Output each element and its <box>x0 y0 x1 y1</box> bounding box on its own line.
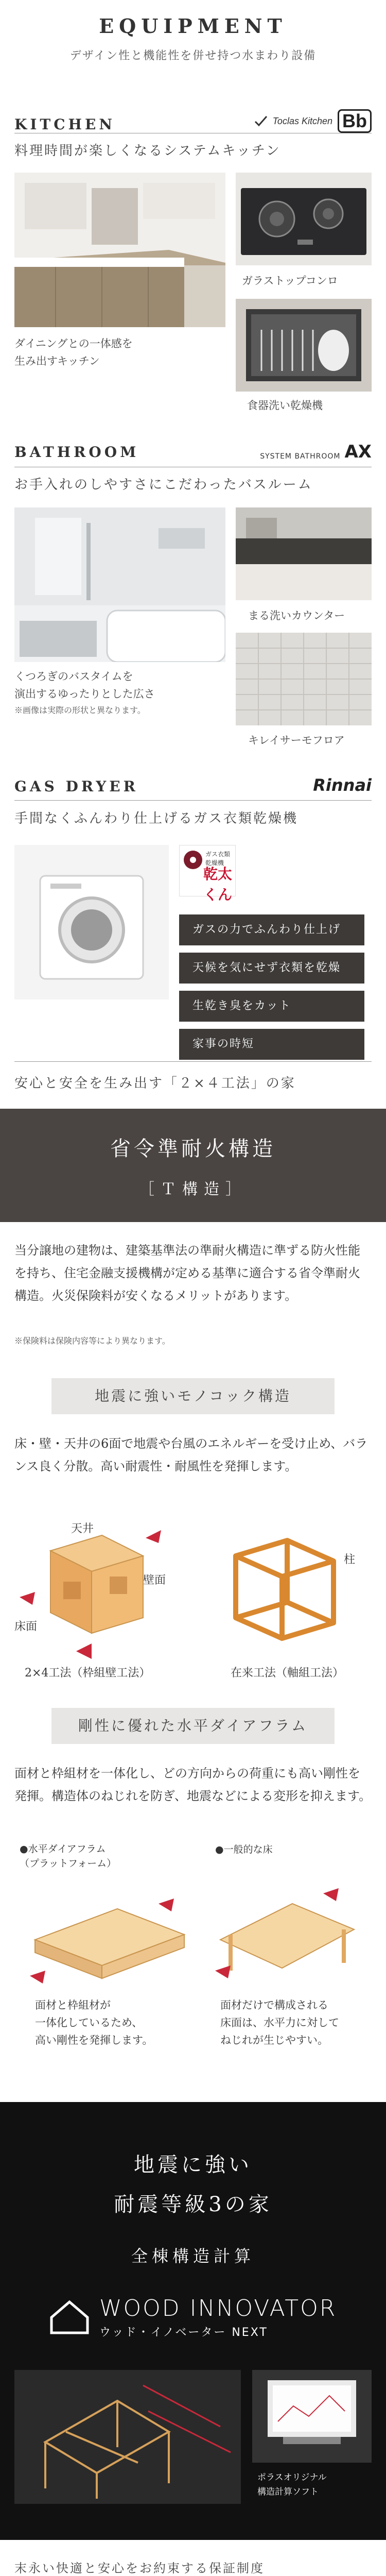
fireproof-title: 省令準耐火構造 <box>110 1137 276 1161</box>
feature-item: 生乾き臭をカット <box>179 991 364 1022</box>
monocoque-caption-right: 在来工法（軸組工法） <box>231 1667 344 1680</box>
diaphragm-caption-right: 面材だけで構成される 床面は、水平力に対して ねじれが生じやすい。 <box>220 1999 339 2046</box>
page-title: EQUIPMENT <box>99 14 287 38</box>
calc-title: 全棟構造計算 <box>131 2246 255 2266</box>
software-caption: ポラスオリジナル 構造計算ソフト <box>257 2472 327 2497</box>
label-ceiling: 天井 <box>71 1522 94 1535</box>
diaphragm-diagram <box>14 1842 372 2063</box>
fireproof-note: ※保険料は保険内容等により異なります。 <box>14 1336 170 1346</box>
diaphragm-caption-left: 面材と枠組材が 一体化しているため、 高い剛性を発揮します。 <box>35 1999 153 2046</box>
quake-section <box>0 2102 386 2540</box>
stove-caption: ガラストップコンロ <box>242 275 338 287</box>
kitchen-label: KITCHEN <box>14 116 115 133</box>
kanta-badge: ガス衣類乾燥機 乾太くん <box>179 845 236 896</box>
monocoque-body: 床・壁・天井の6面で地震や台風のエネルギーを受け止め、バランス良く分散。高い耐震性・耐風性を発揮します。 <box>14 1436 368 1473</box>
dishwasher-photo <box>236 299 372 392</box>
house-logo-icon <box>49 2299 90 2335</box>
kitchen-lead: 料理時間が楽しくなるシステムキッチン <box>14 143 281 159</box>
bathroom-lead: お手入れのしやすさにこだわったバスルーム <box>14 477 313 493</box>
kitchen-main-photo <box>14 173 225 327</box>
fireproof-subtitle: ［Ｔ構造］ <box>139 1180 247 1198</box>
bathroom-label: BATHROOM <box>14 444 139 461</box>
sharp-mark-icon <box>183 850 203 870</box>
label-wall: 壁面 <box>143 1574 166 1587</box>
dishwasher-caption: 食器洗い乾燥機 <box>247 399 323 412</box>
feature-item: 天候を気にせず衣類を乾燥 <box>179 953 364 984</box>
feature-item: ガスの力でふんわり仕上げ <box>179 914 364 945</box>
label-pillar: 柱 <box>344 1553 356 1566</box>
diaphragm-body: 面材と枠組材を一体化し、どの方向からの荷重にも高い剛性を発揮。構造体のねじれを防ぎ、地震などによる変形を抑えます。 <box>14 1766 372 1803</box>
quake-line1: 地震に強い <box>134 2153 252 2177</box>
fireproof-body: 当分譲地の建物は、建築基準法の準耐火構造に準ずる防火性能を持ち、住宅金融支援機構が定める基準に適合する省令準耐火構造。火災保険料が安くなるメリットがあります。 <box>14 1243 360 1303</box>
feature-item: 家事の時短 <box>179 1029 364 1060</box>
frame-photo <box>14 2370 241 2504</box>
gas-dryer-lead: 手間なくふんわり仕上げるガス衣類乾燥機 <box>14 811 299 826</box>
glass-top-stove-photo <box>236 173 372 265</box>
gas-dryer-photo <box>14 845 169 999</box>
diaphragm-label-right: ●一般的な床 <box>215 1844 273 1855</box>
warranty-intro: 末永い快適と安心をお約束する保証制度 <box>14 2561 265 2575</box>
bathroom-note: ※画像は実際の形状と異なります。 <box>14 705 146 715</box>
software-photo <box>252 2370 372 2463</box>
counter-photo <box>236 507 372 600</box>
quake-line2: 耐震等級3の家 <box>114 2193 272 2216</box>
bathroom-main-caption: くつろぎのバスタイムを 演出するゆったりとした広さ <box>14 670 155 700</box>
floor-photo <box>236 633 372 725</box>
monocoque-diagram <box>14 1510 372 1685</box>
kitchen-main-caption: ダイニングとの一体感を 生み出すキッチン <box>14 337 133 367</box>
counter-caption: まる洗いカウンター <box>248 609 345 622</box>
kitchen-header <box>14 109 372 133</box>
label-floor: 床面 <box>14 1620 38 1633</box>
structure-rule-top <box>14 1061 372 1062</box>
floor-caption: キレイサーモフロア <box>248 734 345 747</box>
gas-dryer-header <box>14 775 372 795</box>
check-icon <box>254 115 268 127</box>
page-subtitle: デザイン性と機能性を併せ持つ水まわり設備 <box>69 49 317 62</box>
toclas-logo: Toclas Kitchen Bb <box>254 109 372 133</box>
bathroom-header <box>14 443 372 461</box>
bathroom-main-photo <box>14 507 225 662</box>
gas-dryer-label: GAS DRYER <box>14 778 138 795</box>
fireproof-band <box>0 1109 386 1222</box>
gas-dryer-features <box>179 914 364 1067</box>
diaphragm-heading: 剛性に優れた水平ダイアフラム <box>51 1708 335 1744</box>
diaphragm-label-left: ●水平ダイアフラム （プラットフォーム） <box>20 1843 117 1869</box>
monocoque-heading: 地震に強いモノコック構造 <box>51 1378 335 1414</box>
bathroom-logo: SYSTEM BATHROOM AX <box>260 442 372 462</box>
wood-innovator-logo: WOOD INNOVATOR ウッド・イノベーター NEXT <box>49 2295 337 2340</box>
rinnai-logo: Rinnai <box>313 775 372 795</box>
monocoque-caption-left: 2×4工法（枠組壁工法） <box>25 1667 151 1680</box>
structure-intro: 安心と安全を生み出す「２×４工法」の家 <box>14 1076 296 1091</box>
gas-dryer-rule <box>14 800 372 801</box>
